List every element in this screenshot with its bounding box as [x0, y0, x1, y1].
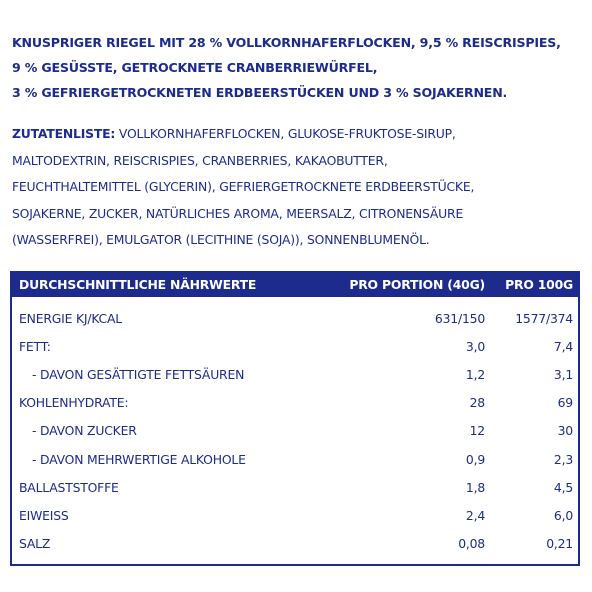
value-per-portion: 0,9: [465, 451, 485, 467]
value-per-portion: 28: [469, 395, 485, 411]
nutrient-label: ENERGIE KJ/KCAL: [19, 310, 122, 326]
table-row: [12, 304, 578, 332]
value-per-100g: 6,0: [553, 507, 573, 523]
header-nutrient: DURCHSCHNITTLICHE NÄHRWERTE: [19, 276, 257, 292]
value-per-100g: 1577/374: [515, 310, 573, 326]
ingredients-line: [12, 121, 584, 148]
table-row: [12, 530, 578, 558]
header-per-100g: PRO 100G: [505, 276, 573, 292]
value-per-portion: 12: [469, 423, 485, 439]
nutrient-label: - DAVON ZUCKER: [32, 423, 137, 439]
ingredients-line: FEUCHTHALTEMITTEL (GLYCERIN), GEFRIERGETROCKNETE ERDBEERSTÜCKE,: [12, 179, 475, 194]
value-per-100g: 0,21: [546, 536, 573, 552]
value-per-100g: 2,3: [553, 451, 573, 467]
ingredients-text: VOLLKORNHAFERFLOCKEN, GLUKOSE-FRUKTOSE-SIRUP,: [115, 126, 456, 141]
header-per-portion: PRO PORTION (40G): [349, 276, 485, 292]
value-per-portion: 1,8: [465, 479, 485, 495]
nutrient-label: - DAVON MEHRWERTIGE ALKOHOLE: [32, 451, 246, 467]
nutrient-label: SALZ: [19, 536, 51, 552]
product-description: [12, 30, 584, 105]
value-per-100g: 30: [557, 423, 573, 439]
ingredients-line: SOJAKERNE, ZUCKER, NATÜRLICHES AROMA, MEERSALZ, CITRONENSÄURE: [12, 205, 464, 221]
table-row: [12, 417, 578, 445]
value-per-portion: 0,08: [458, 536, 485, 552]
value-per-portion: 1,2: [465, 366, 485, 382]
value-per-100g: 4,5: [553, 479, 573, 495]
nutrient-label: FETT:: [19, 338, 51, 354]
value-per-100g: 3,1: [553, 366, 573, 382]
table-row: [12, 389, 578, 417]
product-description-line: 3 % GEFRIERGETROCKNETEN ERDBEERSTÜCKEN UND 3 % SOJAKERNEN.: [12, 85, 508, 100]
table-row: [12, 501, 578, 529]
nutrition-table: [10, 271, 580, 566]
nutrient-label: - DAVON GESÄTTIGTE FETTSÄUREN: [32, 366, 245, 382]
product-description-line: 9 % GESÜSSTE, GETROCKNETE CRANBERRIEWÜRFEL,: [12, 60, 378, 75]
nutrition-header: [12, 271, 578, 297]
nutrient-label: BALLASTSTOFFE: [19, 479, 119, 495]
table-row: [12, 332, 578, 360]
value-per-100g: 69: [557, 395, 573, 411]
value-per-portion: 2,4: [465, 507, 485, 523]
value-per-portion: 631/150: [434, 310, 485, 326]
table-row: [12, 360, 578, 388]
nutrient-label: KOHLENHYDRATE:: [19, 395, 129, 411]
product-description-line: KNUSPRIGER RIEGEL MIT 28 % VOLLKORNHAFERFLOCKEN, 9,5 % REISCRISPIES,: [12, 35, 561, 50]
table-row: [12, 473, 578, 501]
value-per-portion: 3,0: [465, 338, 485, 354]
ingredients-list: [12, 121, 584, 254]
ingredients-line: MALTODEXTRIN, REISCRISPIES, CRANBERRIES, KAKAOBUTTER,: [12, 152, 388, 168]
ingredients-label: ZUTATENLISTE:: [12, 126, 116, 141]
value-per-100g: 7,4: [553, 338, 573, 354]
nutrient-label: EIWEISS: [19, 507, 69, 523]
table-row: [12, 445, 578, 473]
ingredients-line: (WASSERFREI), EMULGATOR (LECITHINE (SOJA)), SONNENBLUMENÖL.: [12, 232, 430, 247]
